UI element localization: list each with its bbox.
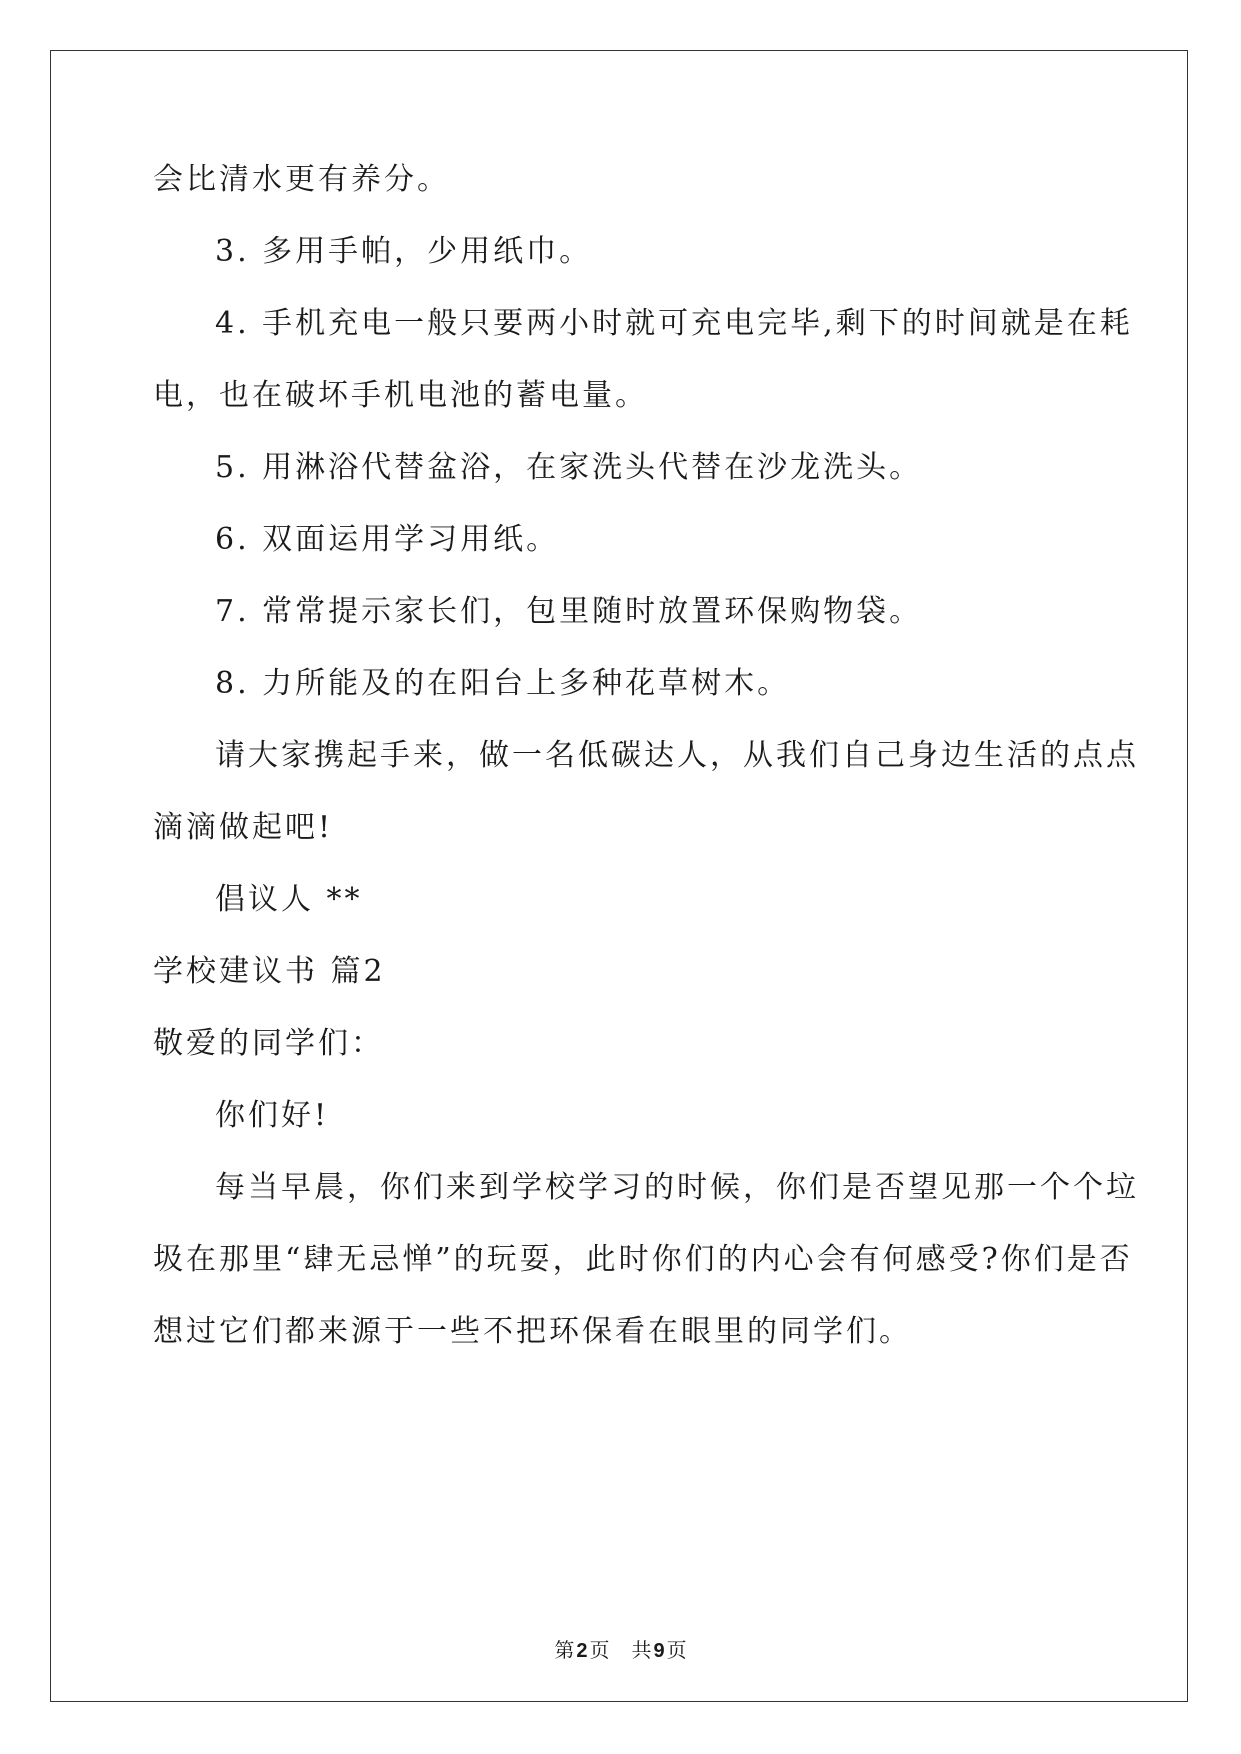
total-page-number: 9 (653, 1640, 665, 1662)
text-line: 电，也在破坏手机电池的蓄电量。 (153, 378, 648, 413)
paragraph-line: 圾在那里“肆无忌惮”的玩耍，此时你们的内心会有何感受?你们是否 (153, 1242, 1133, 1277)
list-item: 6. 双面运用学习用纸。 (215, 522, 560, 557)
list-item: 4. 手机充电一般只要两小时就可充电完毕,剩下的时间就是在耗 (215, 306, 1133, 341)
text-line: 会比清水更有养分。 (153, 162, 450, 197)
list-item: 7. 常常提示家长们，包里随时放置环保购物袋。 (215, 594, 923, 629)
list-item: 5. 用淋浴代替盆浴，在家洗头代替在沙龙洗头。 (215, 450, 923, 485)
page-frame (50, 50, 1188, 1702)
page-footer (0, 1637, 1241, 1664)
greeting: 你们好! (215, 1098, 330, 1133)
paragraph-line: 请大家携起手来，做一名低碳达人，从我们自己身边生活的点点 (215, 738, 1139, 773)
paragraph-line: 想过它们都来源于一些不把环保看在眼里的同学们。 (153, 1314, 912, 1349)
salutation: 敬爱的同学们： (153, 1026, 384, 1061)
total-prefix: 共 (631, 1638, 652, 1662)
page-prefix: 第 (554, 1638, 575, 1662)
total-unit: 页 (666, 1638, 687, 1662)
signature-line: 倡议人 ** (215, 882, 363, 917)
section-heading: 学校建议书 篇2 (153, 954, 386, 989)
list-item: 8. 力所能及的在阳台上多种花草树木。 (215, 666, 791, 701)
paragraph-line: 滴滴做起吧! (153, 810, 334, 845)
current-page-number: 2 (576, 1640, 588, 1662)
page-unit: 页 (589, 1638, 610, 1662)
paragraph-line: 每当早晨，你们来到学校学习的时候，你们是否望见那一个个垃 (215, 1170, 1139, 1205)
list-item: 3. 多用手帕，少用纸巾。 (215, 234, 593, 269)
